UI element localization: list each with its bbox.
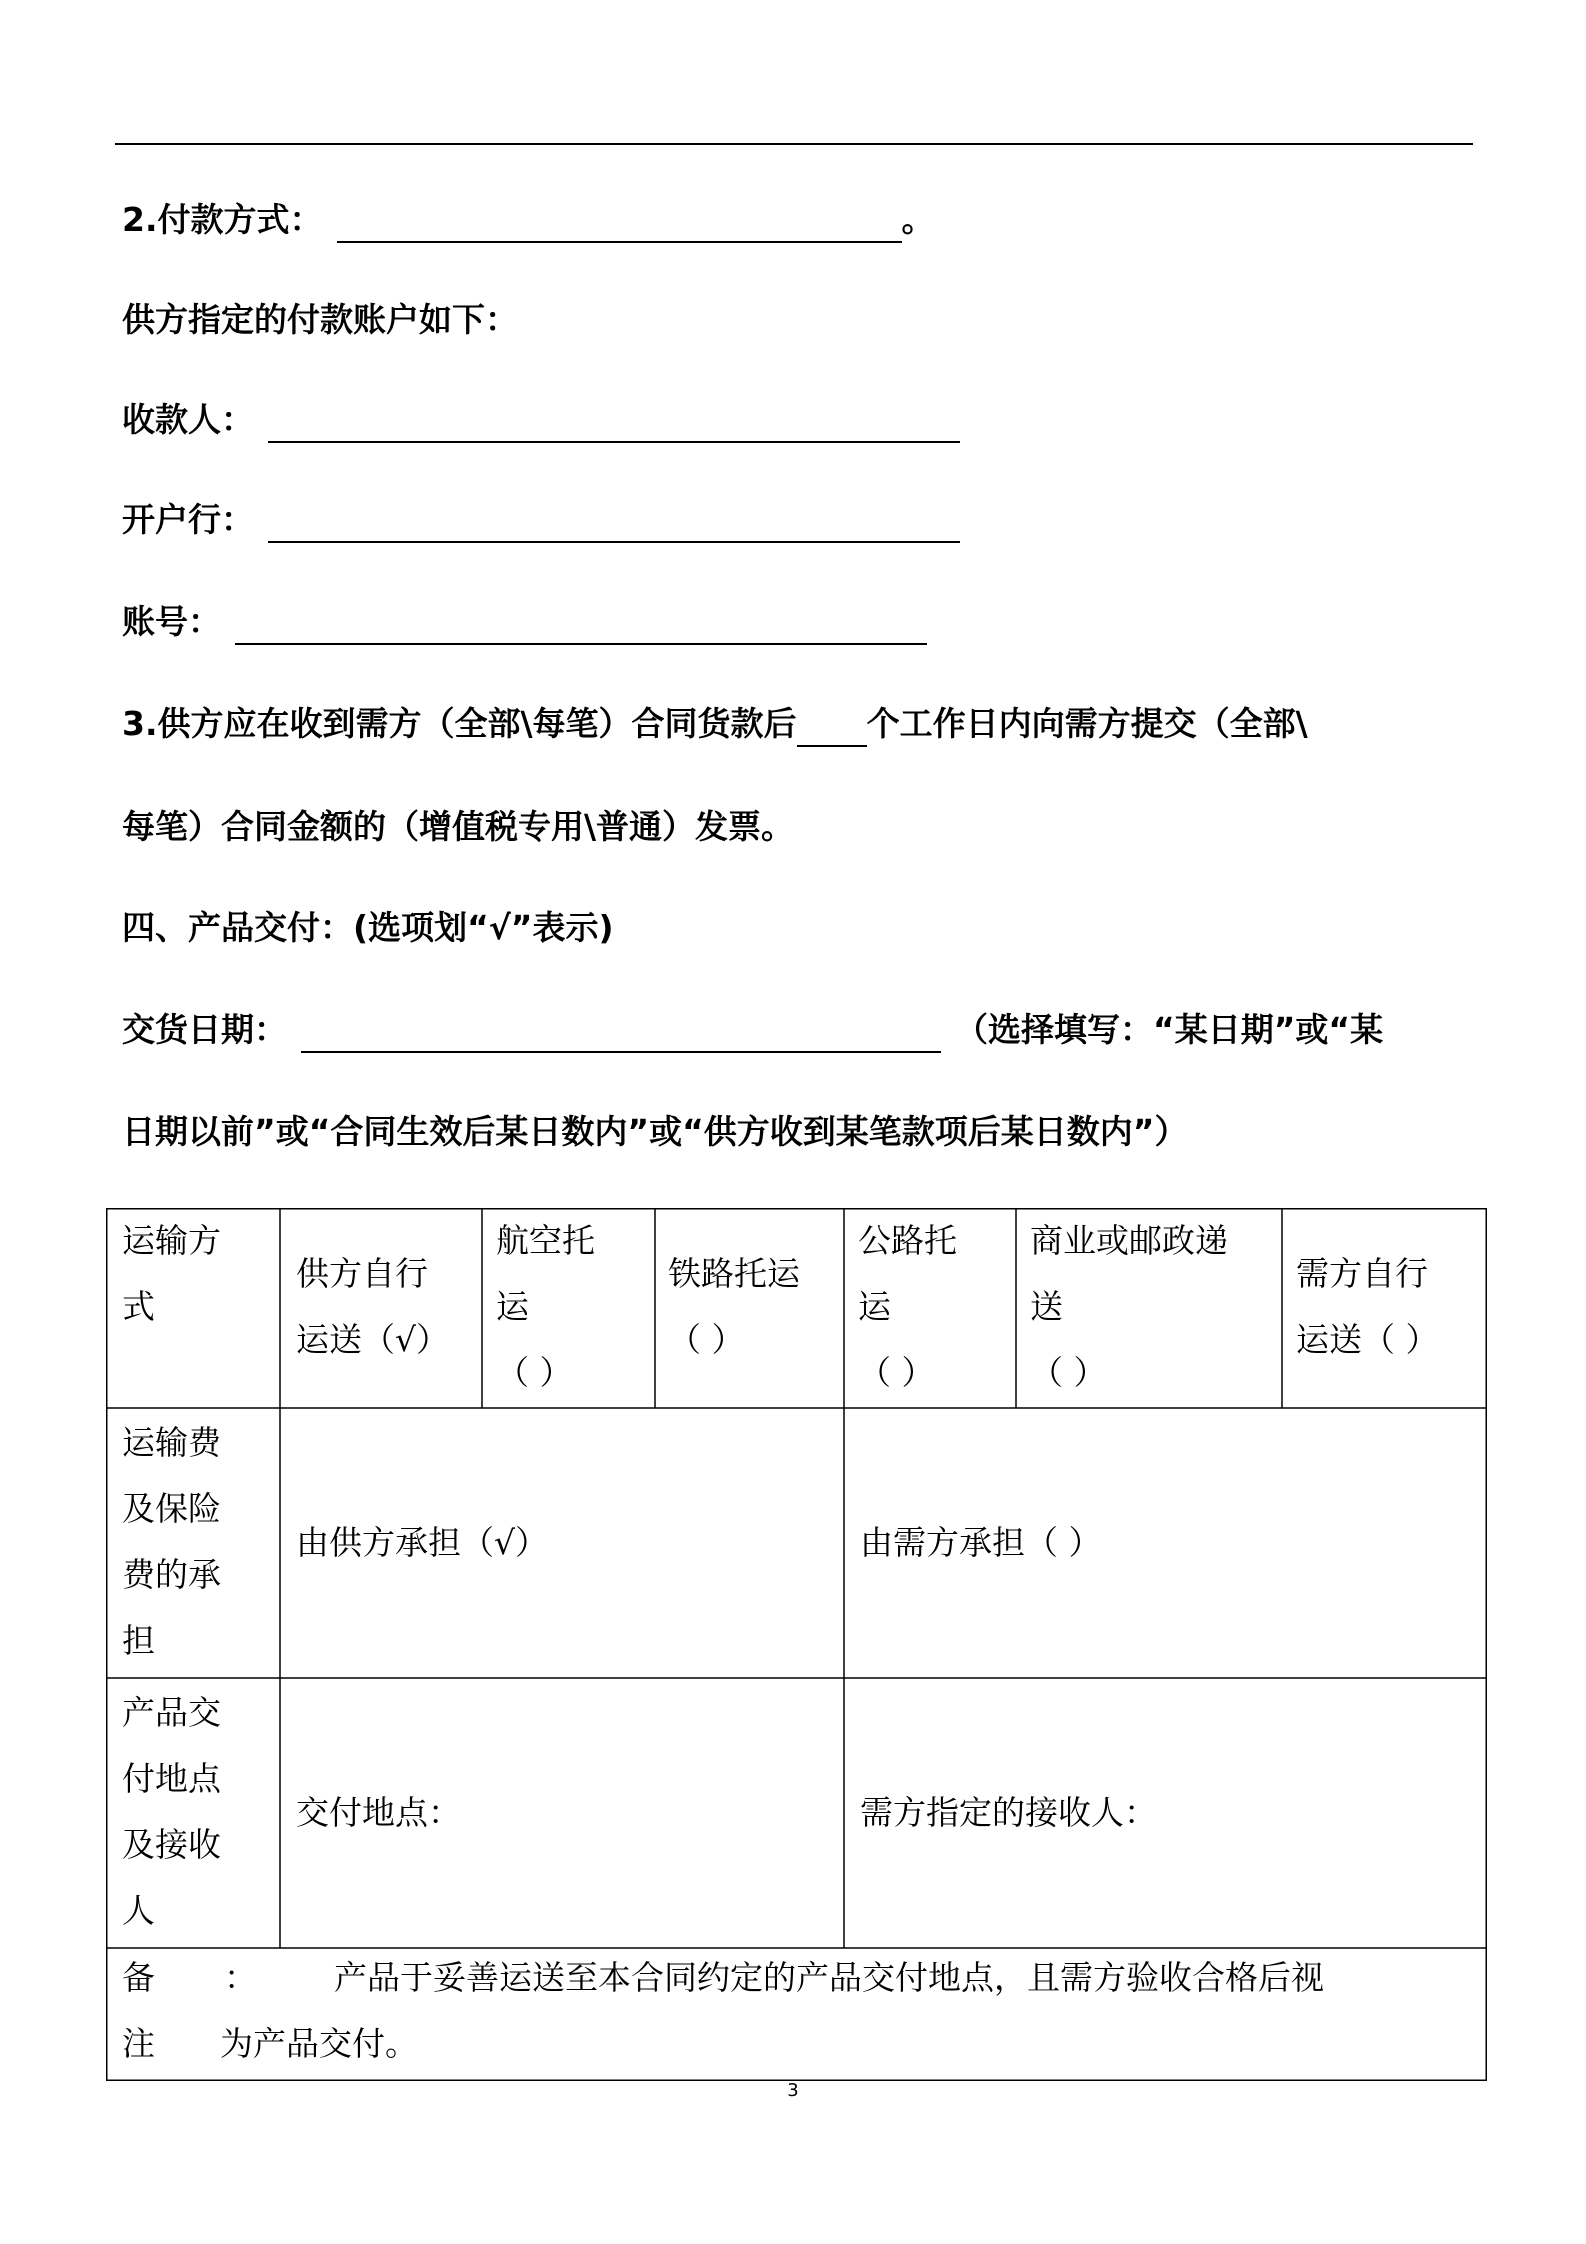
page-number: 3	[787, 2080, 799, 2101]
option-supplier-self[interactable]	[296, 1241, 449, 1373]
bank-line	[122, 498, 960, 543]
invoice-days-blank[interactable]	[797, 707, 867, 747]
option-road[interactable]	[858, 1208, 957, 1406]
cost-header-l2: 及保险	[122, 1489, 221, 1528]
delivery-date-label: 交货日期：	[122, 1010, 287, 1049]
account-line	[122, 600, 927, 645]
place-header-l4: 人	[122, 1891, 155, 1930]
cost-header-l4: 担	[122, 1621, 155, 1660]
postal-l1: 商业或邮政递	[1030, 1221, 1228, 1260]
air-l1: 航空托	[496, 1221, 595, 1260]
transport-header-l1: 运输方	[122, 1221, 221, 1260]
payment-method-blank[interactable]	[337, 203, 902, 243]
receiver-label[interactable]: 需方指定的接收人：	[860, 1793, 1157, 1832]
supplier-self-l1: 供方自行	[296, 1254, 428, 1293]
buyer-self-l2: 运送（ ）	[1296, 1320, 1439, 1359]
payee-label: 收款人：	[122, 400, 254, 439]
air-l3: （ ）	[496, 1353, 573, 1392]
road-l2: 运	[858, 1287, 891, 1326]
cost-header	[122, 1410, 221, 1674]
option-postal[interactable]	[1030, 1208, 1228, 1406]
remark-label-a: 备	[122, 1958, 155, 1997]
option-rail[interactable]	[668, 1241, 800, 1373]
delivery-date-blank[interactable]	[301, 1013, 941, 1053]
invoice-text-b: 个工作日内向需方提交（全部\	[866, 704, 1308, 743]
supplier-self-l2: 运送（√）	[296, 1320, 450, 1359]
postal-l3: （ ）	[1030, 1353, 1107, 1392]
delivery-place-label[interactable]: 交付地点：	[296, 1793, 461, 1832]
invoice-line-1	[122, 702, 1308, 747]
delivery-date-hint-a: （选择填写：“某日期”或“某	[955, 1010, 1384, 1049]
bank-blank[interactable]	[268, 503, 960, 543]
air-l2: 运	[496, 1287, 529, 1326]
road-l3: （ ）	[858, 1353, 935, 1392]
cost-buyer-option[interactable]: 由需方承担（ ）	[860, 1523, 1102, 1562]
invoice-line-2: 每笔）合同金额的（增值税专用\普通）发票。	[122, 807, 795, 846]
option-air[interactable]	[496, 1208, 595, 1406]
payment-method-end: 。	[901, 200, 935, 239]
account-intro: 供方指定的付款账户如下：	[122, 300, 518, 339]
cost-header-l3: 费的承	[122, 1555, 221, 1594]
invoice-text-a: 3.供方应在收到需方（全部\每笔）合同货款后	[122, 704, 797, 743]
remark-label-c: 注	[122, 2024, 155, 2063]
place-header-l2: 付地点	[122, 1759, 221, 1798]
place-header-l1: 产品交	[122, 1693, 221, 1732]
delivery-heading: 四、产品交付：(选项划“√”表示)	[122, 908, 614, 947]
delivery-date-hint-b: 日期以前”或“合同生效后某日数内”或“供方收到某笔款项后某日数内”）	[122, 1112, 1188, 1151]
payee-blank[interactable]	[268, 403, 960, 443]
account-blank[interactable]	[235, 605, 927, 645]
bank-label: 开户行：	[122, 500, 254, 539]
payment-method-line	[122, 198, 935, 243]
buyer-self-l1: 需方自行	[1296, 1254, 1428, 1293]
postal-l2: 送	[1030, 1287, 1063, 1326]
transport-header	[122, 1208, 221, 1340]
road-l1: 公路托	[858, 1221, 957, 1260]
cost-supplier-option[interactable]: 由供方承担（√）	[296, 1523, 549, 1562]
account-label: 账号：	[122, 602, 221, 641]
remark-text-2: 为产品交付。	[220, 2024, 418, 2063]
header-rule	[115, 143, 1473, 145]
option-buyer-self[interactable]	[1296, 1241, 1439, 1373]
place-header-l3: 及接收	[122, 1825, 221, 1864]
payment-method-label: 2.付款方式：	[122, 200, 323, 239]
rail-l2: （ ）	[668, 1320, 745, 1359]
delivery-date-line	[122, 1008, 1383, 1053]
remark-text-1: 产品于妥善运送至本合同约定的产品交付地点，且需方验收合格后视	[334, 1958, 1324, 1997]
remark-label-colon: ：	[224, 1958, 257, 1997]
payee-line	[122, 398, 960, 443]
place-header	[122, 1680, 221, 1944]
cost-header-l1: 运输费	[122, 1423, 221, 1462]
delivery-table	[106, 1208, 1487, 2081]
rail-l1: 铁路托运	[668, 1254, 800, 1293]
transport-header-l2: 式	[122, 1287, 155, 1326]
